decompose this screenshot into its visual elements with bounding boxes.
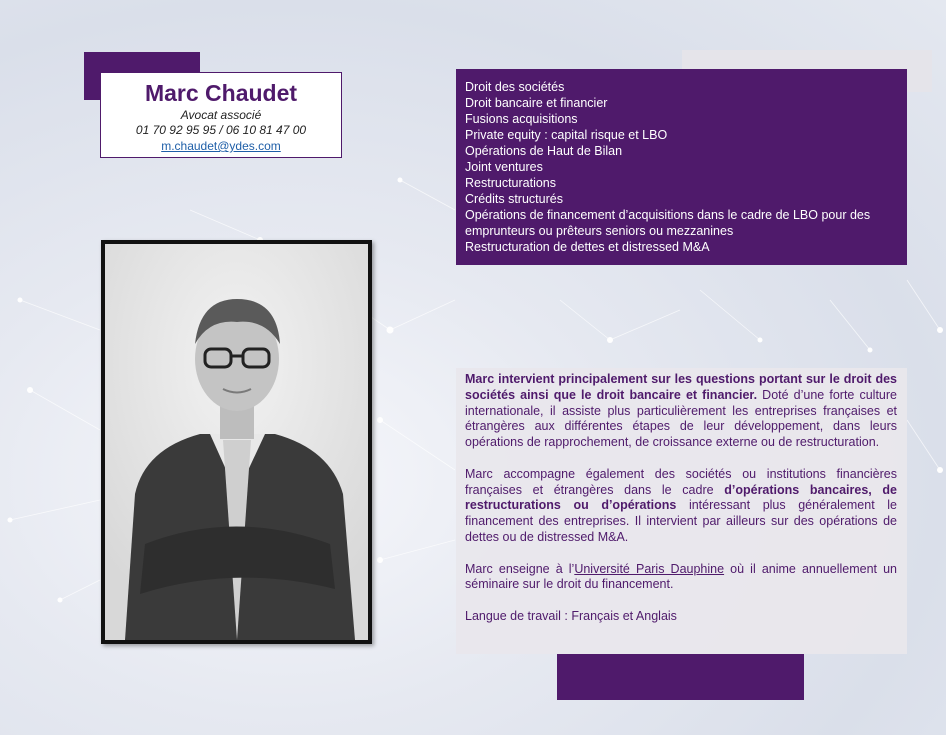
- expertise-item: Droit bancaire et financier: [465, 96, 608, 110]
- phone-numbers: 01 70 92 95 95 / 06 10 81 47 00: [135, 123, 307, 137]
- decorative-purple-block-bottom: [557, 654, 804, 700]
- languages-line: Langue de travail : Français et Anglais: [465, 608, 677, 623]
- person-name: Marc Chaudet: [144, 80, 298, 106]
- portrait-photo: [105, 244, 368, 640]
- bio-paragraph-2: [465, 467, 897, 546]
- biography-panel: [456, 368, 907, 654]
- expertise-list: [465, 79, 898, 255]
- expertise-item: Private equity : capital risque et LBO: [465, 128, 668, 142]
- bio-text: intéressant plus généralement le financement des entreprises. Il intervient par ailleurs sur des opérations de dettes ou de distressed M&A.: [465, 498, 897, 544]
- expertise-item: Restructurations: [465, 176, 557, 190]
- bio-text: où il anime annuellement un séminaire sur le droit du financement.: [465, 561, 898, 592]
- expertise-item: Fusions acquisitions: [465, 112, 578, 126]
- expertise-list-panel: [456, 69, 907, 265]
- expertise-item: Crédits structurés: [465, 192, 563, 206]
- email-link[interactable]: m.chaudet@ydes.com: [161, 139, 281, 153]
- bio-highlight: Marc intervient principalement sur les questions portant sur le droit des sociétés ainsi que le droit bancaire et financier.: [465, 372, 897, 402]
- bio-text: Marc enseigne à l’: [465, 561, 575, 576]
- expertise-item: Droit des sociétés: [465, 80, 565, 94]
- expertise-item: Opérations de financement d’acquisitions dans le cadre de LBO pour des emprunteurs ou prêteurs seniors ou mezzanines: [465, 208, 871, 238]
- portrait-photo-frame: [101, 240, 372, 644]
- bio-text: Doté d’une forte culture internationale, il assiste plus particulièrement les entreprises françaises et étrangères aux différentes étapes de leur développement, dans leurs opérations de rapprochement, de croissance externe ou de restructuration.: [465, 387, 897, 450]
- bio-text: Marc accompagne également des sociétés ou institutions financières françaises et étrangères dans le cadre: [465, 466, 897, 497]
- expertise-item: Joint ventures: [465, 160, 543, 174]
- expertise-item: Restructuration de dettes et distressed M&A: [465, 240, 710, 254]
- expertise-item: Opérations de Haut de Bilan: [465, 144, 623, 158]
- bio-paragraph-1: [465, 372, 897, 451]
- university-link[interactable]: Université Paris Dauphine: [574, 561, 725, 576]
- contact-card: [100, 72, 342, 158]
- person-role: Avocat associé: [180, 108, 262, 122]
- bio-highlight: d’opérations bancaires, de restructurations ou d’opérations: [465, 482, 897, 513]
- bio-paragraph-3: [465, 562, 897, 594]
